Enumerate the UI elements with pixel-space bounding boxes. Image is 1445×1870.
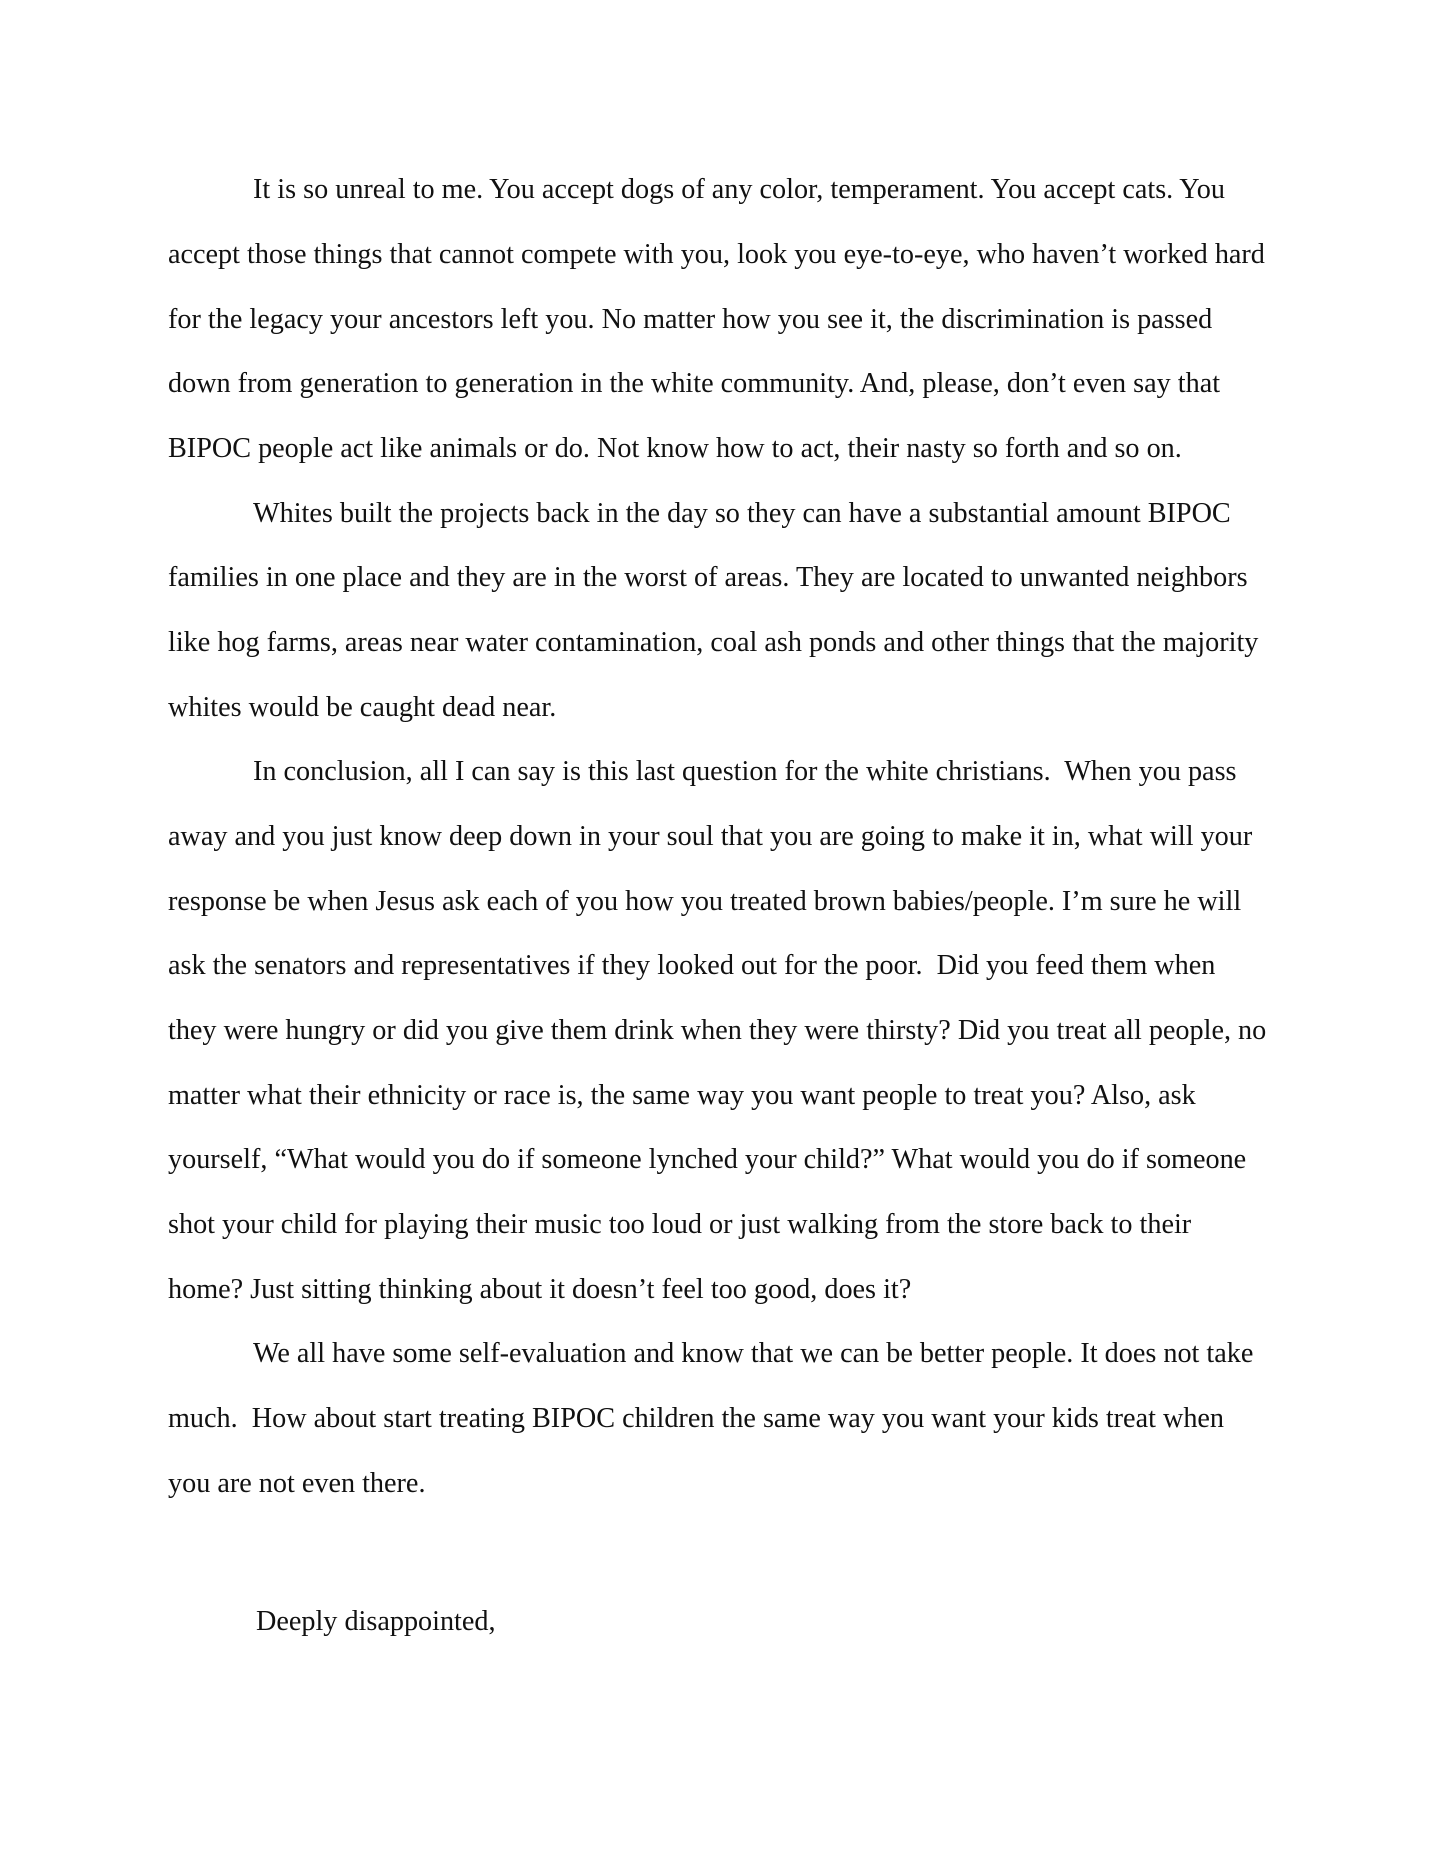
text-line: down from generation to generation in the white community. And, please, don’t even say that <box>168 368 1221 399</box>
text-line: shot your child for playing their music too loud or just walking from the store back to their <box>168 1209 1192 1240</box>
text-line: they were hungry or did you give them drink when they were thirsty? Did you treat all people, no <box>168 1015 1267 1046</box>
closing-salutation: Deeply disappointed, <box>256 1606 496 1637</box>
text-line: home? Just sitting thinking about it doesn’t feel too good, does it? <box>168 1274 912 1305</box>
text-line: We all have some self-evaluation and know that we can be better people. It does not take <box>253 1338 1254 1369</box>
text-line: ask the senators and representatives if they looked out for the poor. Did you feed them when <box>168 950 1216 981</box>
text-line: matter what their ethnicity or race is, the same way you want people to treat you? Also, ask <box>168 1080 1196 1111</box>
text-line: much. How about start treating BIPOC children the same way you want your kids treat when <box>168 1403 1225 1434</box>
text-line: like hog farms, areas near water contamination, coal ash ponds and other things that the majority <box>168 627 1259 658</box>
text-line: you are not even there. <box>168 1468 426 1499</box>
text-line: accept those things that cannot compete with you, look you eye-to-eye, who haven’t worked hard <box>168 239 1265 270</box>
text-line: families in one place and they are in the worst of areas. They are located to unwanted neighbors <box>168 562 1248 593</box>
text-line: yourself, “What would you do if someone lynched your child?” What would you do if someone <box>168 1144 1247 1175</box>
text-line: response be when Jesus ask each of you how you treated brown babies/people. I’m sure he will <box>168 886 1242 917</box>
text-line: BIPOC people act like animals or do. Not know how to act, their nasty so forth and so on. <box>168 433 1182 464</box>
text-line: whites would be caught dead near. <box>168 692 557 723</box>
text-line: It is so unreal to me. You accept dogs of any color, temperament. You accept cats. You <box>253 174 1225 205</box>
text-line: for the legacy your ancestors left you. No matter how you see it, the discrimination is passed <box>168 304 1213 335</box>
text-line: away and you just know deep down in your soul that you are going to make it in, what will your <box>168 821 1253 852</box>
text-line: Whites built the projects back in the day so they can have a substantial amount BIPOC <box>253 498 1231 529</box>
text-line: In conclusion, all I can say is this last question for the white christians. When you pass <box>253 756 1237 787</box>
